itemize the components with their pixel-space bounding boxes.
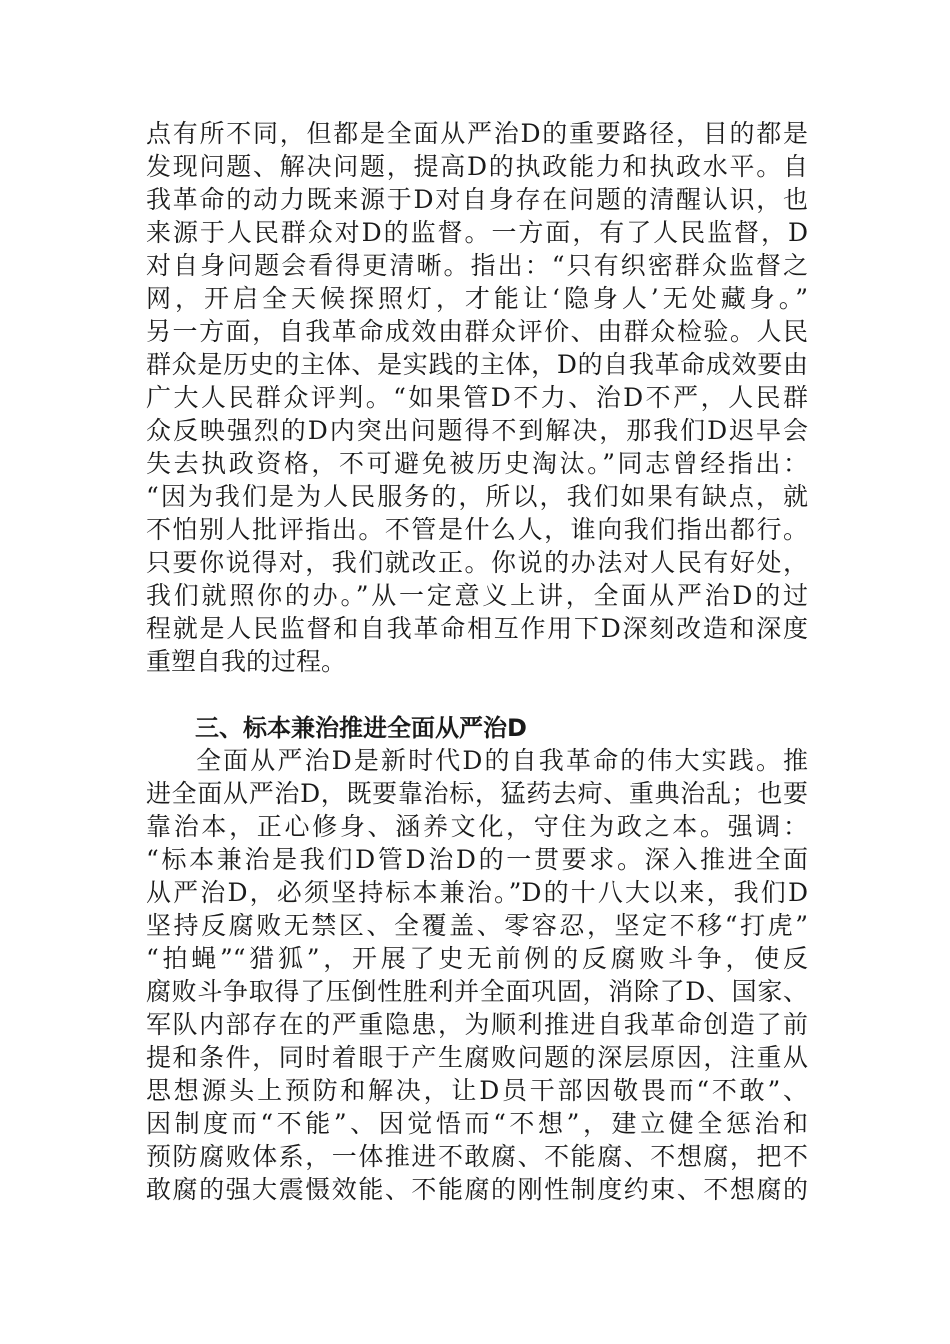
paragraph-line: 不怕别人批评指出。不管是什么人，谁向我们指出都行。 [146, 515, 808, 544]
paragraph-line: 思想源头上预防和解决，让D员干部因敬畏而“不敢”、 [146, 1076, 808, 1105]
paragraph-line: “标本兼治是我们D管D治D的一贯要求。深入推进全面 [146, 845, 808, 874]
paragraph-line: 网，开启全天候探照灯，才能让‘隐身人’无处藏身。” [146, 284, 808, 313]
paragraph-line: 程就是人民监督和自我革命相互作用下D深刻改造和深度 [146, 614, 808, 643]
paragraph-line: 坚持反腐败无禁区、全覆盖、零容忍，坚定不移“打虎” [146, 911, 808, 940]
paragraph-line: 另一方面，自我革命成效由群众评价、由群众检验。人民 [146, 317, 808, 346]
paragraph-line: 敢腐的强大震慑效能、不能腐的刚性制度约束、不想腐的 [146, 1175, 808, 1204]
paragraph-line: 进全面从严治D，既要靠治标，猛药去疴、重典治乱；也要 [146, 779, 808, 808]
paragraph-line: 广大人民群众评判。“如果管D不力、治D不严，人民群 [146, 383, 808, 412]
paragraph-line: 靠治本，正心修身、涵养文化，守住为政之本。强调： [146, 812, 808, 841]
paragraph-line: 我革命的动力既来源于D对自身存在问题的清醒认识，也 [146, 185, 808, 214]
paragraph-line: “拍蝇”“猎狐”，开展了史无前例的反腐败斗争，使反 [146, 944, 808, 973]
paragraph-line: 因制度而“不能”、因觉悟而“不想”，建立健全惩治和 [146, 1109, 808, 1138]
paragraph-line: 来源于人民群众对D的监督。一方面，有了人民监督，D [146, 218, 808, 247]
paragraph-line: 全面从严治D是新时代D的自我革命的伟大实践。推 [196, 746, 808, 775]
paragraph-line: 重塑自我的过程。 [146, 647, 347, 676]
paragraph-line: 对自身问题会看得更清晰。指出：“只有织密群众监督之 [146, 251, 808, 280]
paragraph-line: 提和条件，同时着眼于产生腐败问题的深层原因，注重从 [146, 1043, 808, 1072]
paragraph-line: “因为我们是为人民服务的，所以，我们如果有缺点，就 [146, 482, 808, 511]
paragraph-line: 军队内部存在的严重隐患，为顺利推进自我革命创造了前 [146, 1010, 808, 1039]
section-heading: 三、标本兼治推进全面从严治D [195, 714, 527, 742]
paragraph-line: 腐败斗争取得了压倒性胜利并全面巩固，消除了D、国家、 [146, 977, 808, 1006]
paragraph-line: 发现问题、解决问题，提高D的执政能力和执政水平。自 [146, 152, 808, 181]
paragraph-line: 预防腐败体系，一体推进不敢腐、不能腐、不想腐，把不 [146, 1142, 808, 1171]
paragraph-line: 点有所不同，但都是全面从严治D的重要路径，目的都是 [146, 119, 808, 148]
paragraph-line: 只要你说得对，我们就改正。你说的办法对人民有好处， [146, 548, 808, 577]
paragraph-line: 群众是历史的主体、是实践的主体，D的自我革命成效要由 [146, 350, 808, 379]
paragraph-line: 众反映强烈的D内突出问题得不到解决，那我们D迟早会 [146, 416, 808, 445]
paragraph-line: 我们就照你的办。”从一定意义上讲，全面从严治D的过 [146, 581, 808, 610]
paragraph-line: 失去执政资格，不可避免被历史淘汰。”同志曾经指出： [146, 449, 808, 478]
paragraph-line: 从严治D，必须坚持标本兼治。”D的十八大以来，我们D [146, 878, 808, 907]
